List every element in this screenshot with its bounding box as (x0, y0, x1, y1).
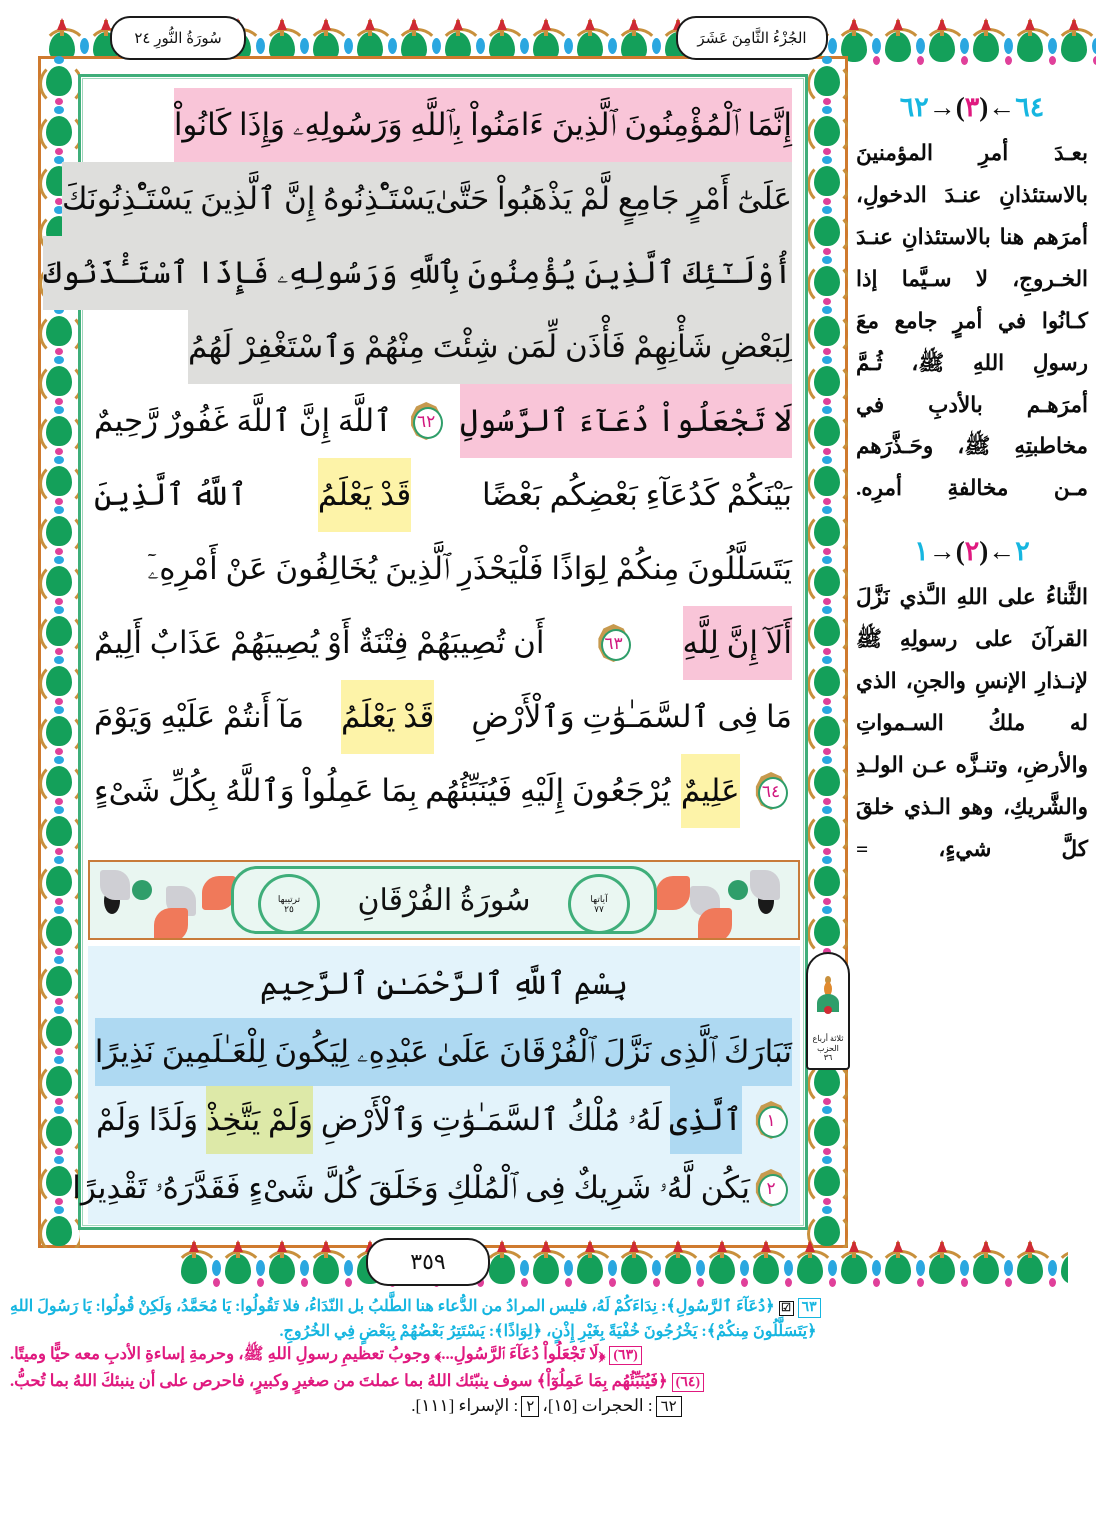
ornament-motif (744, 1240, 788, 1290)
ornament-motif (920, 1240, 964, 1290)
quran-line (96, 1018, 792, 1086)
ornament-motif (806, 606, 848, 656)
ornament-motif (832, 1240, 876, 1290)
quran-line (43, 236, 792, 310)
footnote-row (10, 1371, 1086, 1393)
hizb-line-2: الحزب (817, 1043, 839, 1053)
juz-name-cartouche: الجُزْءُ الثَّامِنَ عَشَرَ (676, 16, 828, 60)
quran-text-segment: ٱللَّهُ ٱلَّذِينَ (94, 477, 248, 512)
ornament-motif (964, 1240, 1008, 1290)
quran-text-highlighted: قَدْ يَعْلَمُ (341, 680, 434, 754)
footnote-check-icon: ☑ (779, 1301, 794, 1316)
footnote-text: ﴿لَا تَجْعَلُواْ دُعَآءَ ٱلرَّسُولِ...﴾ وجوبُ تعظيمِ رسولِ اللهِ ﷺ، وحرمةِ إساءةِ الأدبِ معه حيًّا وميتًا. (10, 1343, 606, 1363)
footnote-text: ﴿فَيُنَبِّئُهُم بِمَا عَمِلُوٓاْ﴾ سوف ينبّئك اللهُ بما عملتَ من صغيرٍ وكبيرٍ، فاحرص على أن ينبئكَ اللهُ بما تُحبُّ. (10, 1370, 668, 1390)
ornament-motif (38, 956, 80, 1006)
quran-text-highlighted: وَلَمْ يَتَّخِذْ (206, 1086, 313, 1154)
ornament-motif (38, 506, 80, 556)
reference-text-2: : الإسراء [١١١]. (411, 1396, 519, 1415)
range-count: ٢ (964, 536, 980, 567)
ornament-motif (38, 106, 80, 156)
hizb-line-3: ٣٦ (823, 1053, 833, 1063)
ornament-motif (38, 806, 80, 856)
footnote-reference-row (10, 1396, 1086, 1417)
range-start: ٦٢ (899, 92, 929, 122)
surah-order-label: ترتيبها (277, 893, 301, 904)
footnote-text: ﴿يَتَسَلَّلُونَ مِنكُمْ﴾: يَخْرُجُونَ خُفْيَةً بِغَيْرِ إِذْنٍ، ﴿لِوَاذًا﴾: يَسْتَتِرُ بَعْضُهُمْ بِبَعْضٍ فِي الخُرُوجِ. (279, 1322, 817, 1340)
quran-line (61, 162, 792, 236)
ornament-motif (38, 606, 80, 656)
ornament-motif (38, 406, 80, 456)
ornament-motif (260, 1240, 304, 1290)
reference-number-1: ٦٢ (656, 1396, 682, 1417)
ayah-number-marker: ٦٣ (593, 620, 635, 666)
quran-line (94, 532, 792, 606)
commentary-text: بعـدَ أمرِ المؤمنينَ بالاستئذانِ عنـدَ الدخولِ، أمرَهم هنا بالاستئذانِ عنـدَ الخـروجِ، لا سـيَّما إذا كـانُوا في أمرٍ جامع معَ رسولِ اللهِ ﷺ، ثُـمَّ أمرَهـم بالأدبِ في مخاطبتِهِ ﷺ، وحَـذَّرَهم مـن مخالفةِ أمرِه. (856, 141, 1088, 501)
quran-text-highlighted: عَلَىٰٓ أَمْرٍ جَامِعٍ لَّمْ يَذْهَبُواْ حَتَّىٰ (435, 162, 792, 236)
ornament-motif (568, 1240, 612, 1290)
footnote-row (10, 1296, 1086, 1318)
ayah-count-value: ٧٧ (594, 904, 604, 914)
ornament-motif (38, 56, 80, 106)
bottom-ornament-band (28, 1240, 1068, 1290)
ornament-motif (806, 556, 848, 606)
ornament-motif (38, 1056, 80, 1106)
footnote-text: ﴿دُعَآءَ ٱلرَّسُولِ﴾: نِدَاءَكُمْ لَهُ، فليس المرادُ من الدُّعاء هنا الطَّلبُ بل النّدَاءُ، فلا تَقُولُوا: يَا مُحَمَّدُ، وَلَكِنْ قُولُوا: يَا رَسُولَ اللهِ (10, 1298, 775, 1315)
surah-name-text: سُورَةُ الفُرْقَانِ (357, 883, 531, 917)
ornament-motif (876, 18, 920, 70)
quran-text-segment: أَن تُصِيبَهُمْ فِتْنَةٌ أَوْ يُصِيبَهُمْ عَذَابٌ أَلِيمٌ (94, 625, 545, 660)
footnote-row (10, 1321, 1086, 1341)
range-end: ٦٤ (1015, 92, 1045, 122)
hizb-ornament-icon (811, 976, 845, 1032)
quran-text-segment: لَهُۥ مُلْكُ ٱلسَّمَـٰوَٰتِ وَٱلْأَرْضِ (320, 1102, 662, 1137)
ayah-count-label: آياتها (590, 893, 608, 904)
quran-line (94, 88, 792, 162)
ornament-motif (806, 106, 848, 156)
quran-text-segment: يَتَسَلَّلُونَ مِنكُمْ لِوَاذًا فَلْيَحْذَرِ ٱلَّذِينَ يُخَالِفُونَ عَنْ أَمْرِهِۦٓ (147, 551, 792, 586)
commentary-sidebar (856, 92, 1088, 871)
quran-line (96, 1086, 792, 1154)
quran-text-segment: ٱللَّهَ إِنَّ ٱللَّهَ غَفُورٌ رَّحِيمٌ (94, 403, 393, 438)
page-number-cartouche: ٣٥٩ (366, 1238, 490, 1286)
quran-line (94, 754, 792, 828)
basmalah-line: بِسْمِ ٱللَّهِ ٱلرَّحْمَـٰنِ ٱلرَّحِيمِ (259, 966, 629, 1001)
footnote-number: (٦٣) (609, 1346, 641, 1366)
ayah-number-marker: ٦٤ (750, 768, 792, 814)
ornament-motif (806, 406, 848, 456)
ayah-number-marker: ١ (750, 1097, 792, 1143)
range-end: ٢ (1015, 536, 1030, 567)
surah-ayah-count-badge (568, 874, 630, 934)
ornament-motif (38, 356, 80, 406)
quran-text-highlighted: قَدْ يَعْلَمُ (318, 458, 411, 532)
ornament-motif (806, 806, 848, 856)
ornament-motif (806, 206, 848, 256)
quran-text-highlighted: لِبَعْضِ شَأْنِهِمْ فَأْذَن لِّمَن شِئْتَ مِنْهُمْ وَٱسْتَغْفِرْ لَهُمُ (188, 310, 792, 384)
ornament-motif (1008, 18, 1052, 70)
quran-text-segment: وَلَدًا وَلَمْ (96, 1102, 199, 1137)
surah-name-cartouche: سُورَةُ النُّورِ ٢٤ (110, 16, 246, 60)
surah-title-banner (88, 860, 800, 940)
ayah-number-marker: ٢ (750, 1165, 792, 1211)
ornament-motif (806, 306, 848, 356)
footnote-number: (٦٤) (672, 1373, 704, 1393)
commentary-range-header: ٢←(٢)→١ (914, 536, 1030, 567)
ornament-motif (806, 456, 848, 506)
ornament-motif (920, 18, 964, 70)
quran-line (94, 680, 792, 754)
ornament-motif (612, 1240, 656, 1290)
quran-text-highlighted: ٱلَّذِى (670, 1086, 743, 1154)
ornament-motif (876, 1240, 920, 1290)
ornament-motif (38, 456, 80, 506)
footnote-number: ٦٣ (798, 1298, 821, 1318)
ornament-motif (806, 656, 848, 706)
ornament-motif (38, 856, 80, 906)
ornament-motif (1052, 18, 1096, 70)
commentary-block (856, 92, 1088, 510)
ornament-motif (38, 756, 80, 806)
ornament-motif (38, 306, 80, 356)
ornament-motif (304, 1240, 348, 1290)
ornament-motif (806, 1156, 848, 1206)
ornament-motif (806, 906, 848, 956)
ornament-motif (964, 18, 1008, 70)
commentary-text: الثَّناءُ على اللهِ الـَّذي نَزَّلَ القرآنَ على رسولِهِ ﷺ لإنـذارِ الإنسِ والجنِ، الذي له ملكُ السـمواتِ والأرضِ، وتنـزَّه عـن الولـدِ والشَّريكِ، وهو الـذي خلقَ كلَّ شيءٍ، = (856, 585, 1088, 861)
quran-line (94, 606, 792, 680)
commentary-block (856, 536, 1088, 870)
quran-text-segment: مَآ أَنتُمْ عَلَيْهِ وَيَوْمَ (94, 699, 305, 734)
quran-line (72, 1154, 792, 1222)
surah-order-badge (258, 874, 320, 934)
quran-text-highlighted: عَلِيمٌ (681, 754, 740, 828)
ornament-motif (806, 1106, 848, 1156)
banner-ornament-right (646, 864, 796, 938)
ornament-motif (38, 1006, 80, 1056)
ornament-motif (806, 256, 848, 306)
quran-text-segment: بَيْنَكُمْ كَدُعَآءِ بَعْضِكُم بَعْضًا (481, 477, 792, 512)
ornament-motif (38, 1106, 80, 1156)
hizb-line-1: ثلاثة أرباع (812, 1034, 844, 1044)
ornament-motif (806, 156, 848, 206)
bottom-ornament-motifs (28, 1240, 1068, 1290)
ornament-motif (38, 656, 80, 706)
quran-line (94, 310, 792, 384)
quran-text-block (43, 84, 798, 844)
range-start: ١ (914, 536, 929, 567)
commentary-range-header: ٦٤←(٣)→٦٢ (899, 92, 1045, 122)
ornament-motif (172, 1240, 216, 1290)
quran-text-highlighted: أُوْلَـٰٓئِكَ ٱلَّذِينَ يُؤْمِنُونَ بِٱللَّهِ وَرَسُولِهِۦ فَإِذَا ٱسْتَـْٔذَنُوكَ (43, 236, 792, 310)
ornament-motif (806, 856, 848, 906)
banner-ornament-left (92, 864, 242, 938)
quran-line (94, 458, 792, 532)
ornament-motif (806, 356, 848, 406)
ornament-motif (38, 906, 80, 956)
quran-text-highlighted: لَا تَجْعَلُواْ دُعَآءَ ٱلرَّسُولِ (460, 384, 792, 458)
ornament-motif (806, 56, 848, 106)
surah-opening-block (72, 946, 800, 1224)
footnotes-section (10, 1296, 1086, 1420)
ornament-motif (788, 1240, 832, 1290)
range-count: ٣ (964, 92, 980, 122)
ornament-motif (1008, 1240, 1052, 1290)
ornament-motif (806, 706, 848, 756)
reference-text-1: : الحجرات [١٥]، (542, 1396, 653, 1415)
reference-number-2: ٢ (521, 1396, 539, 1417)
ornament-motif (656, 1240, 700, 1290)
quran-text-highlighted: يَسْتَـْٔذِنُوهُ إِنَّ ٱلَّذِينَ يَسْتَـْٔذِنُونَكَ (62, 162, 435, 236)
ornament-motif (216, 1240, 260, 1290)
quran-text-segment: مَا فِى ٱلسَّمَـٰوَٰتِ وَٱلْأَرْضِ (471, 699, 792, 734)
quran-text-highlighted: أَلَآ إِنَّ لِلَّهِ (683, 606, 793, 680)
quran-text-segment: يُرْجَعُونَ إِلَيْهِ فَيُنَبِّئُهُم بِمَا عَمِلُواْ وَٱللَّهُ بِكُلِّ شَىْءٍ (94, 773, 671, 808)
ornament-motif (700, 1240, 744, 1290)
ornament-motif (524, 1240, 568, 1290)
quran-line (94, 384, 792, 458)
ornament-motif (806, 506, 848, 556)
ornament-motif (38, 706, 80, 756)
hizb-quarter-marker (806, 952, 850, 1070)
quran-text-highlighted: تَبَارَكَ ٱلَّذِى نَزَّلَ ٱلْفُرْقَانَ عَلَىٰ عَبْدِهِۦ لِيَكُونَ لِلْعَـٰلَمِينَ نَذِيرًا (95, 1018, 792, 1086)
quran-text-highlighted: إِنَّمَا ٱلْمُؤْمِنُونَ ٱلَّذِينَ ءَامَنُواْ بِٱللَّهِ وَرَسُولِهِۦ وَإِذَا كَانُواْ (174, 88, 792, 162)
ornament-motif (38, 556, 80, 606)
footnote-row (10, 1344, 1086, 1368)
ornament-motif (806, 756, 848, 806)
quran-text-segment: يَكُن لَّهُۥ شَرِيكٌ فِى ٱلْمُلْكِ وَخَلَقَ كُلَّ شَىْءٍ فَقَدَّرَهُۥ تَقْدِيرًا (72, 1170, 750, 1205)
surah-order-value: ٢٥ (284, 904, 294, 914)
ayah-number-marker: ٦٢ (405, 398, 447, 444)
